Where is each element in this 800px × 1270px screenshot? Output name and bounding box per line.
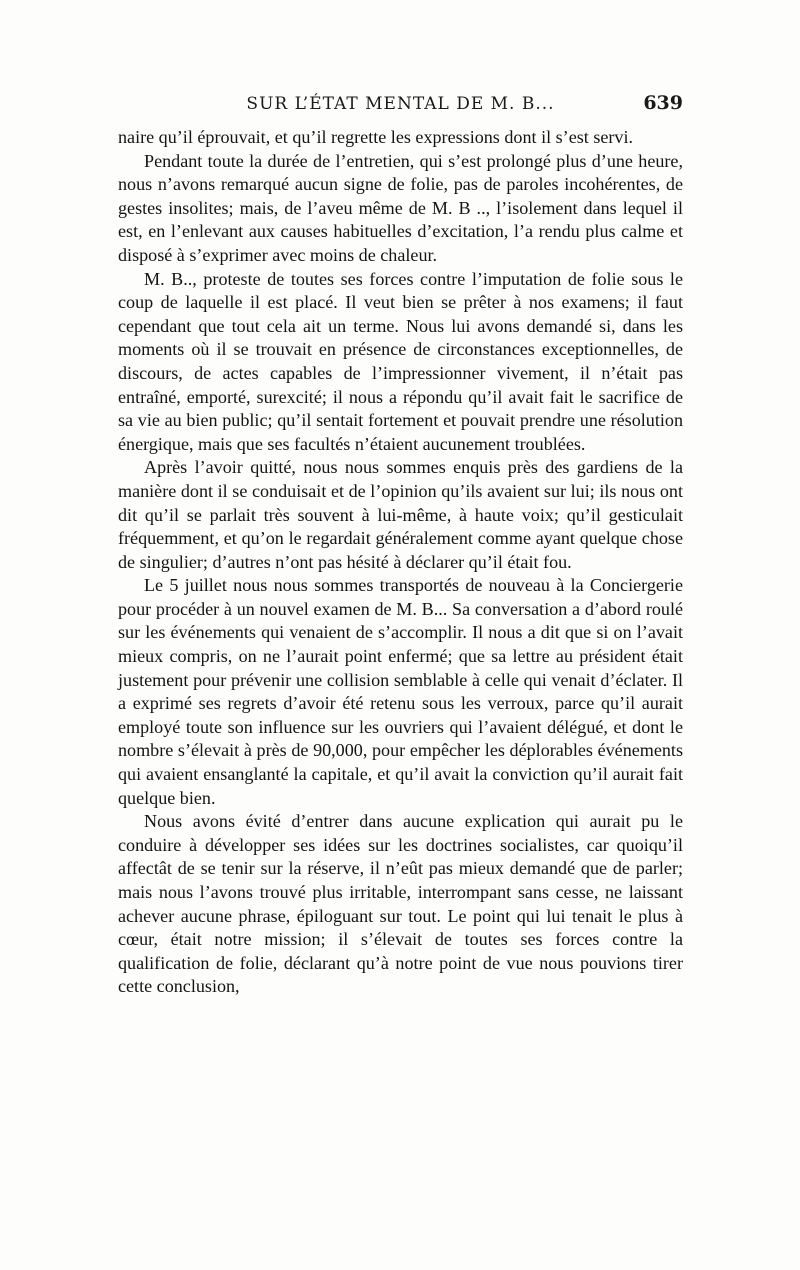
paragraph: Après l’avoir quitté, nous nous sommes enquis près des gardiens de la manière dont il se conduisait et de l’opinion qu’ils avaient sur lui; ils nous ont dit qu’il se parlait très souvent à lui-même, à haute voix; qu’il gesticulait fréquemment, et qu’on le regardait généralement comme ayant quelque chose de singulier; d’autres n’ont pas hésité à déclarer qu’il était fou. xyxy=(118,457,683,572)
page-number: 639 xyxy=(643,92,683,114)
paragraph: Nous avons évité d’entrer dans aucune explication qui aurait pu le conduire à développer ses idées sur les doctrines socialistes, car quoiqu’il affectât de se tenir sur la réserve, il n’eût pas mieux demandé que de parler; mais nous l’avons trouvé plus irritable, interrompant sans cesse, ne laissant achever aucune phrase, épiloguant sur tout. Le point qui lui tenait le plus à cœur, était notre mission; il s’élevait de toutes ses forces contre la qualification de folie, déclarant qu’à notre point de vue nous pouvions tirer cette conclusion, xyxy=(118,811,683,997)
running-title: SUR L’ÉTAT MENTAL DE M. B... xyxy=(246,94,555,114)
paragraph-continuation: naire qu’il éprouvait, et qu’il regrette les expressions dont il s’est servi. xyxy=(118,127,634,147)
paragraph: Pendant toute la durée de l’entretien, qui s’est prolongé plus d’une heure, nous n’avons remarqué aucun signe de folie, pas de paroles incohérentes, de gestes insolites; mais, de l’aveu même de M. B .., l’isolement dans lequel il est, en l’enlevant aux causes habituelles d’excitation, l’a rendu plus calme et disposé à s’exprimer avec moins de chaleur. xyxy=(118,150,683,265)
paragraph: M. B.., proteste de toutes ses forces contre l’imputation de folie sous le coup de laquelle il est placé. Il veut bien se prêter à nos examens; il faut cependant que tout cela ait un terme. Nous lui avons demandé si, dans les moments où il se trouvait en présence de circonstances exceptionnelles, de discours, de actes capables de l’impressionner vivement, il n’était pas entraîné, emporté, surexcité; il nous a répondu qu’il avait fait le sacrifice de sa vie au bien public; qu’il sentait fortement et pouvait prendre une résolution énergique, mais que ses facultés n’étaient aucunement troublées. xyxy=(118,268,683,454)
body-text xyxy=(118,126,683,999)
paragraph: Le 5 juillet nous nous sommes transportés de nouveau à la Conciergerie pour procéder à un nouvel examen de M. B... Sa conversation a d’abord roulé sur les événements qui venaient de s’accomplir. Il nous a dit que si on l’avait mieux compris, on ne l’aurait point enfermé; que sa lettre au président était justement pour prévenir une collision semblable à celle qui venait d’éclater. Il a exprimé ses regrets d’avoir été retenu sous les verroux, parce qu’il aurait employé toute son influence sur les ouvriers qui l’avaient délégué, et dont le nombre s’élevait à près de 90,000, pour empêcher les déplorables événements qui avaient ensanglanté la capitale, et qu’il avait la conviction qu’il aurait fait quelque bien. xyxy=(118,575,683,808)
page-header xyxy=(118,94,683,118)
